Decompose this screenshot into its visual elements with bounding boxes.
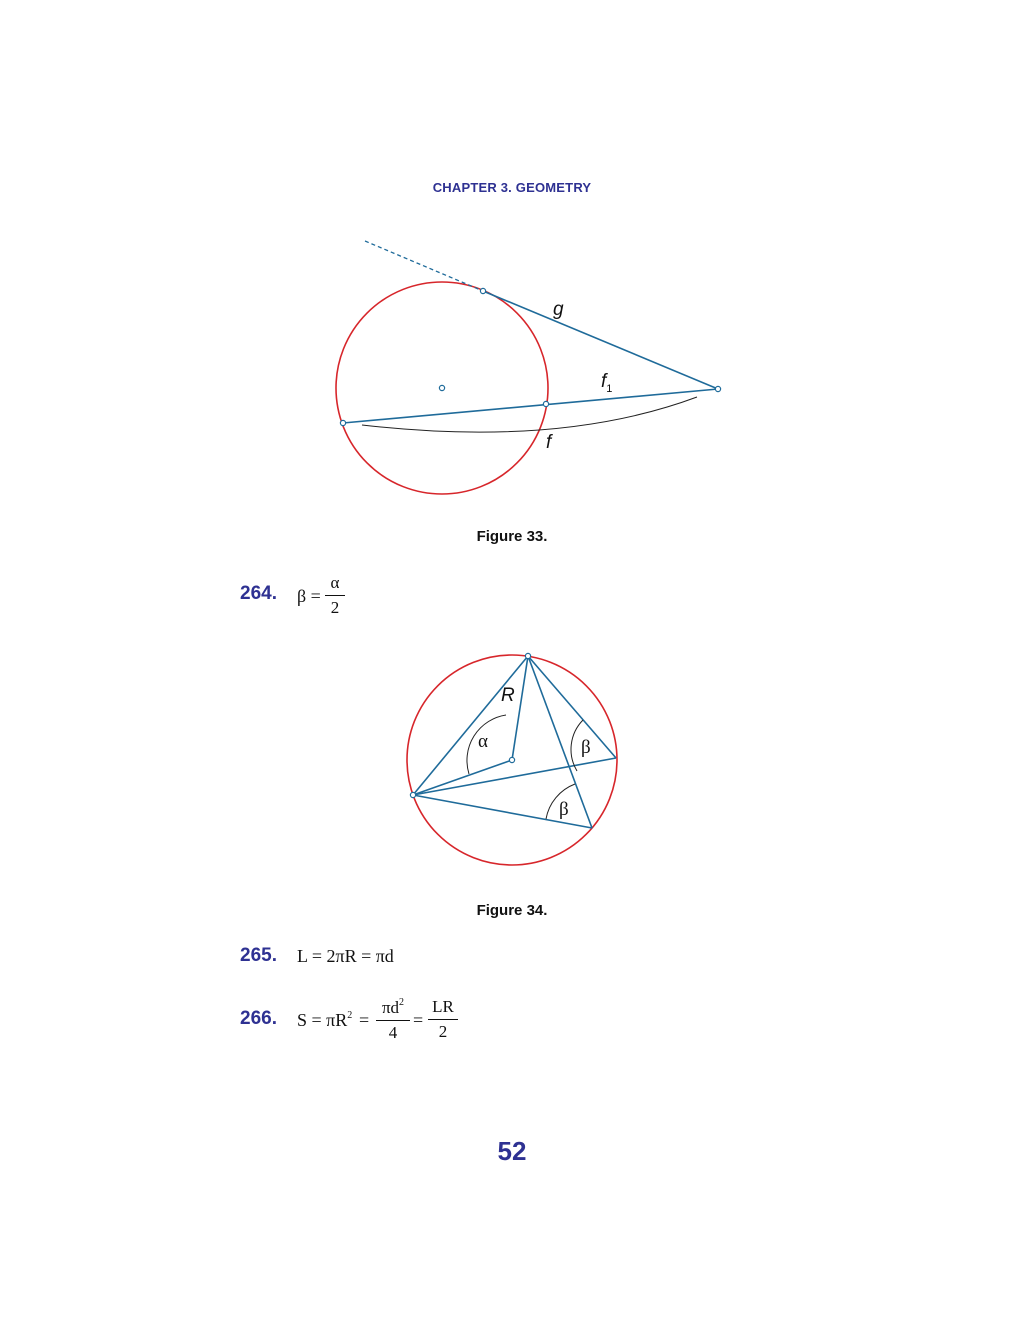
fig33-label-f: f [546,432,552,453]
figure-33-caption: Figure 33. [476,528,548,545]
fig34-label-beta-bottom: β [559,799,569,820]
fig34-chord-left-right [413,758,616,795]
eq-266-equals-1: = [359,1010,370,1030]
fig33-label-f1-sub: 1 [606,383,613,395]
eq-265-formula: L = 2πR = πd [297,946,394,966]
figure-34-caption: Figure 34. [476,902,548,919]
eq-266-fraction-1 [376,997,410,1043]
eq-265-number: 265. [240,945,277,966]
fig34-left-point [410,792,415,797]
eq-266-equals-2: = [413,1010,424,1030]
eq-266-lhs-base: S = πR [297,1010,348,1030]
eq-266-fraction-1-denominator: 4 [388,1023,398,1042]
eq-266-fraction-2 [428,997,458,1042]
eq-264-numerator: α [325,573,345,596]
fig34-center-point [509,757,514,762]
eq-266-fraction-2-numerator: LR [428,997,458,1020]
fig34-top-point [525,653,530,658]
fig33-label-f1-main: f [601,371,607,392]
fig33-label-g: g [553,299,564,320]
eq-266-fraction-1-num-base: πd [381,998,400,1017]
eq-266-lhs [297,1010,352,1031]
fig34-label-beta-top: β [581,737,591,758]
fig34-label-R: R [501,685,515,706]
eq-266-fraction-2-denominator: 2 [438,1022,448,1041]
eq-264-denominator: 2 [330,598,340,617]
chapter-header: CHAPTER 3. GEOMETRY [432,180,592,195]
eq-266-lhs-exponent: 2 [347,1010,353,1021]
page-number: 52 [497,1136,527,1166]
eq-266-fraction-1-numerator [376,997,410,1021]
eq-264-lhs: β = [297,586,321,606]
eq-266-fraction-1-num-exponent: 2 [399,997,405,1008]
eq-266-number: 266. [240,1008,277,1029]
eq-264-number: 264. [240,583,277,604]
fig34-label-alpha: α [478,731,488,752]
